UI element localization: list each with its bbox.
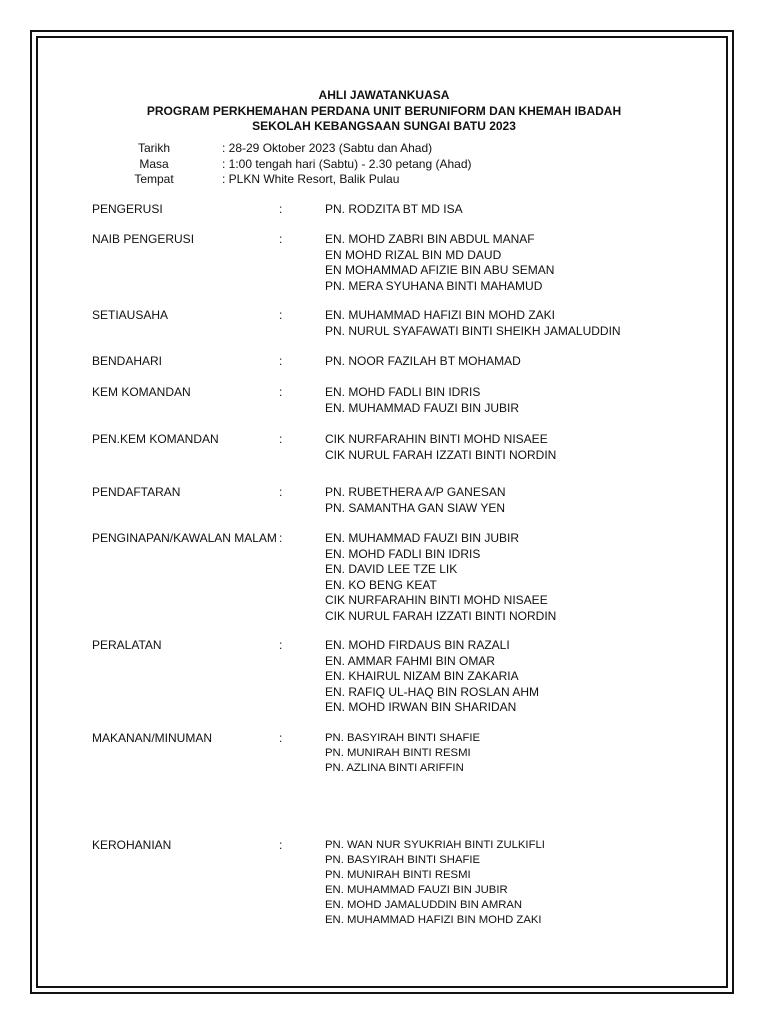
member-name: PN. MUNIRAH BINTI RESMI [325, 747, 471, 759]
member-list [325, 385, 519, 416]
member-name: CIK NURFARAHIN BINTI MOHD NISAEE [325, 593, 548, 607]
member-name: EN. KHAIRUL NIZAM BIN ZAKARIA [325, 669, 519, 683]
colon-separator: : [279, 485, 283, 499]
title-line-1: AHLI JAWATANKUASA [318, 88, 450, 102]
role-label: KEROHANIAN [92, 838, 172, 852]
title-line-3: SEKOLAH KEBANGSAAN SUNGAI BATU 2023 [252, 119, 516, 133]
meta-row-venue [0, 172, 768, 188]
member-name: EN. MOHD FADLI BIN IDRIS [325, 385, 481, 399]
document-header [0, 88, 768, 135]
member-name: CIK NURUL FARAH IZZATI BINTI NORDIN [325, 447, 557, 462]
member-name: PN. SAMANTHA GAN SIAW YEN [325, 500, 506, 515]
member-list [325, 731, 480, 776]
member-name: EN MOHAMMAD AFIZIE BIN ABU SEMAN [325, 263, 555, 277]
member-name: EN. MOHD FIRDAUS BIN RAZALI [325, 638, 510, 652]
member-name: EN. MUHAMMAD FAUZI BIN JUBIR [325, 884, 508, 896]
role-label: PENGERUSI [92, 202, 163, 216]
member-list [325, 308, 621, 339]
member-name: EN. MOHD ZABRI BIN ABDUL MANAF [325, 232, 535, 246]
member-list [325, 531, 556, 624]
meta-label: Tarikh [137, 141, 170, 155]
event-details [0, 141, 768, 188]
meta-label: Masa [139, 156, 169, 171]
member-name: PN. AZLINA BINTI ARIFFIN [325, 762, 464, 774]
colon-separator: : [279, 731, 283, 745]
colon-separator: : [279, 232, 283, 246]
member-name: EN. AMMAR FAHMI BIN OMAR [325, 653, 496, 668]
colon-separator: : [279, 838, 283, 852]
member-name: EN. DAVID LEE TZE LIK [325, 562, 458, 576]
member-name: EN. MUHAMMAD HAFIZI BIN MOHD ZAKI [325, 914, 542, 926]
role-label: PENDAFTARAN [92, 485, 181, 499]
member-list [325, 838, 545, 928]
member-name: EN. MUHAMMAD HAFIZI BIN MOHD ZAKI [325, 308, 556, 322]
member-name: CIK NURUL FARAH IZZATI BINTI NORDIN [325, 608, 557, 623]
meta-value: : 1:00 tengah hari (Sabtu) - 2.30 petang (Ahad) [222, 156, 472, 171]
member-name: EN. MOHD FADLI BIN IDRIS [325, 546, 481, 561]
meta-value: : PLKN White Resort, Balik Pulau [222, 172, 400, 186]
member-name: PN. BASYIRAH BINTI SHAFIE [325, 854, 481, 866]
member-name: CIK NURFARAHIN BINTI MOHD NISAEE [325, 432, 548, 446]
colon-separator: : [279, 638, 283, 652]
meta-label: Tempat [134, 172, 174, 186]
member-list [325, 432, 556, 463]
member-name: PN. BASYIRAH BINTI SHAFIE [325, 732, 481, 744]
member-name: EN. MOHD IRWAN BIN SHARIDAN [325, 700, 517, 714]
member-name: EN. MOHD JAMALUDDIN BIN AMRAN [325, 899, 523, 911]
role-label: NAIB PENGERUSI [92, 232, 195, 246]
member-name: EN. KO BENG KEAT [325, 577, 437, 592]
member-list [325, 202, 463, 218]
member-list [325, 485, 506, 516]
role-label: PERALATAN [92, 638, 162, 652]
member-name: PN. MERA SYUHANA BINTI MAHAMUD [325, 278, 543, 293]
member-name: EN MOHD RIZAL BIN MD DAUD [325, 247, 502, 262]
member-name: PN. RUBETHERA A/P GANESAN [325, 485, 506, 499]
member-name: PN. RODZITA BT MD ISA [325, 202, 463, 216]
member-name: PN. MUNIRAH BINTI RESMI [325, 869, 471, 881]
meta-row-date [0, 141, 768, 157]
member-name: PN. NOOR FAZILAH BT MOHAMAD [325, 354, 521, 368]
colon-separator: : [279, 354, 283, 368]
member-name: EN. RAFIQ UL-HAQ BIN ROSLAN AHM [325, 684, 540, 699]
colon-separator: : [279, 385, 283, 399]
member-name: PN. NURUL SYAFAWATI BINTI SHEIKH JAMALUDDIN [325, 323, 621, 338]
colon-separator: : [279, 531, 283, 545]
member-name: PN. WAN NUR SYUKRIAH BINTI ZULKIFLI [325, 839, 545, 851]
colon-separator: : [279, 202, 283, 216]
colon-separator: : [279, 432, 283, 446]
member-name: EN. MUHAMMAD FAUZI BIN JUBIR [325, 400, 520, 415]
role-label: MAKANAN/MINUMAN [92, 731, 213, 745]
member-list [325, 354, 521, 370]
member-list [325, 232, 554, 294]
role-label: PEN.KEM KOMANDAN [92, 432, 219, 446]
role-label: BENDAHARI [92, 354, 163, 368]
meta-row-time [0, 157, 768, 173]
role-label: KEM KOMANDAN [92, 385, 191, 399]
title-line-2: PROGRAM PERKHEMAHAN PERDANA UNIT BERUNIFORM DAN KHEMAH IBADAH [146, 103, 622, 118]
meta-value: : 28-29 Oktober 2023 (Sabtu dan Ahad) [222, 141, 433, 155]
role-label: PENGINAPAN/KAWALAN MALAM [92, 531, 277, 545]
role-label: SETIAUSAHA [92, 308, 169, 322]
member-list [325, 638, 539, 716]
colon-separator: : [279, 308, 283, 322]
member-name: EN. MUHAMMAD FAUZI BIN JUBIR [325, 531, 520, 545]
